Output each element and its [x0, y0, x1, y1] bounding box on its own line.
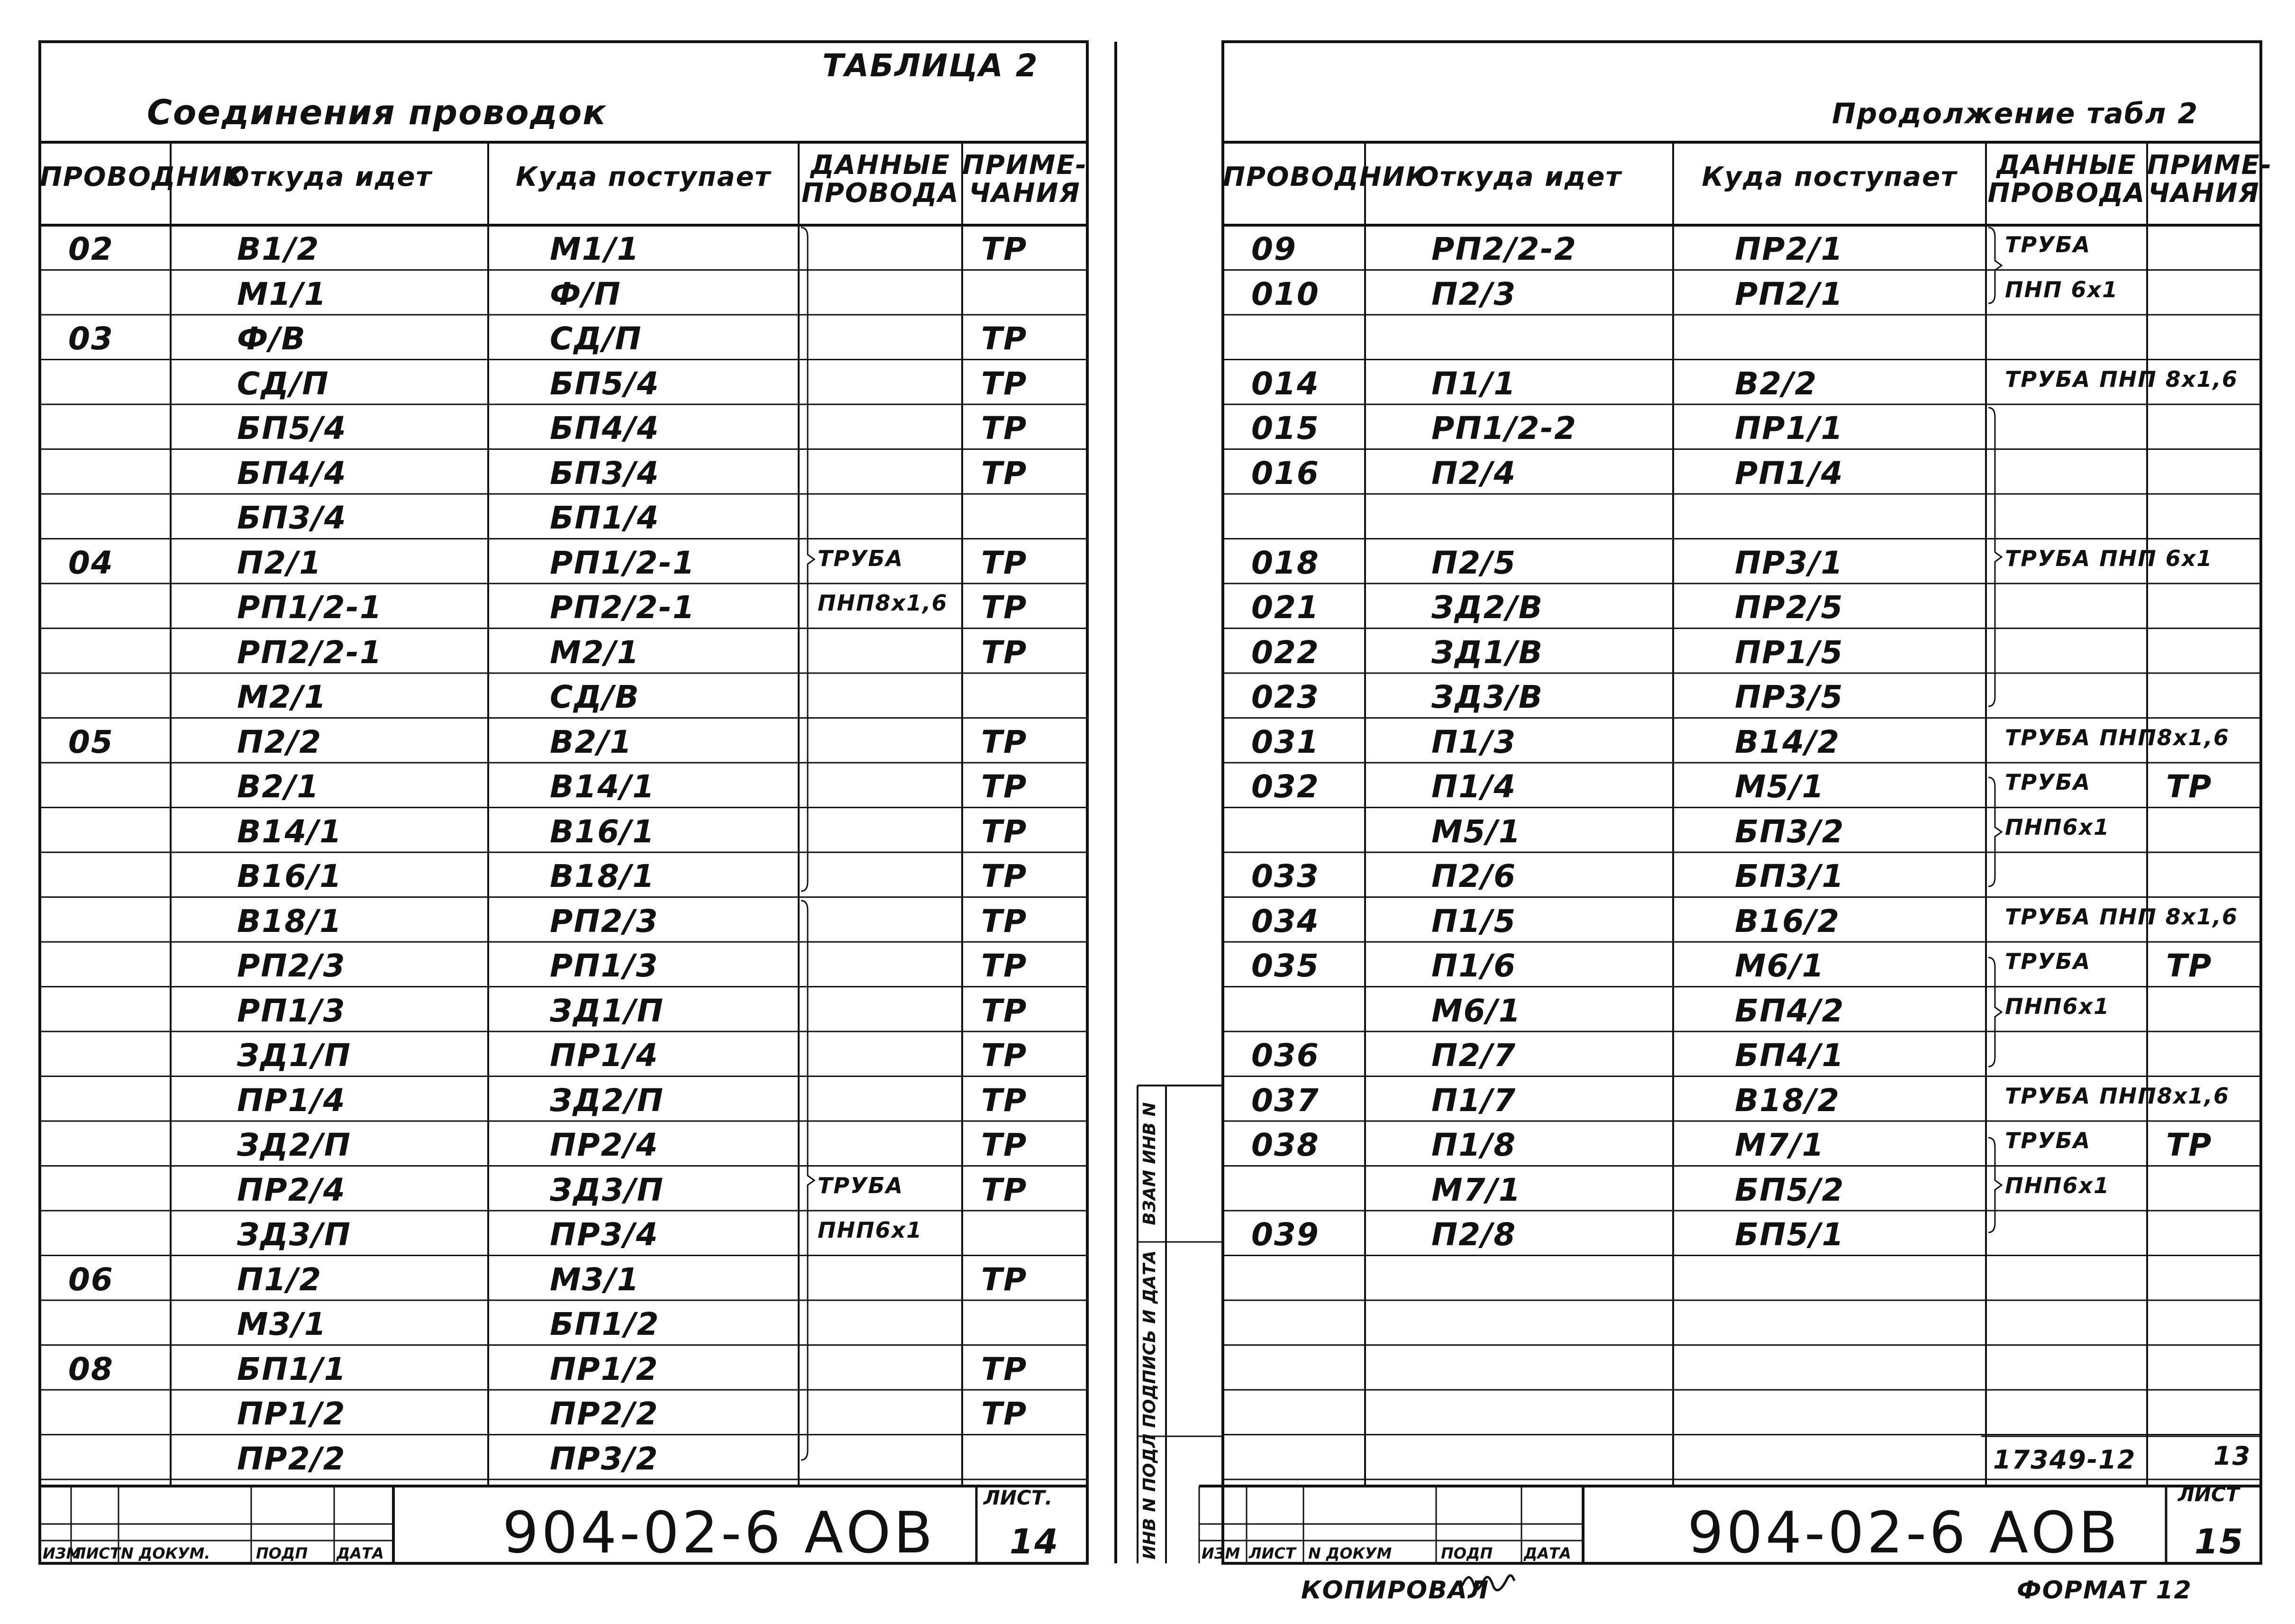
- stamp-col-4: ДАТА: [337, 1544, 384, 1562]
- header-4: ПРИМЕ- ЧАНИЯ: [2147, 150, 2272, 209]
- wire-data-cell: ТРУБА ПНП8х1,6: [2005, 1083, 2230, 1109]
- from-cell: ЗД1/В: [1431, 634, 1544, 671]
- to-cell: БП3/2: [1735, 813, 1845, 850]
- from-cell: ЗД1/П: [237, 1037, 351, 1074]
- wire-data-cell: ПНП6х1: [818, 1217, 923, 1243]
- from-cell: БП5/4: [237, 410, 347, 447]
- conductor-cell: 010: [1251, 275, 1320, 312]
- note-cell: ТР: [981, 723, 1028, 760]
- wire-data-cell: ТРУБА ПНП 6х1: [2005, 545, 2213, 571]
- copier-signature: [1457, 1564, 1533, 1602]
- to-cell: РП2/2-1: [550, 589, 695, 626]
- note-cell: ТР: [981, 1350, 1028, 1387]
- format-label: ФОРМАТ 12: [2017, 1576, 2192, 1605]
- header-1: Откуда идет: [1416, 162, 1622, 192]
- to-cell: ПР1/2: [550, 1350, 659, 1387]
- from-cell: П1/4: [1431, 768, 1517, 805]
- to-cell: B14/1: [550, 768, 656, 805]
- header-1: Откуда идет: [227, 162, 432, 192]
- stamp-col-3: ПОДП: [256, 1544, 308, 1562]
- to-cell: РП1/2-1: [550, 544, 695, 581]
- stamp-col-r-3: ПОДП: [1441, 1544, 1493, 1562]
- to-cell: M1/1: [550, 231, 640, 267]
- conductor-cell: 023: [1251, 679, 1320, 715]
- note-cell: ТР: [981, 903, 1028, 940]
- stamp-col-r-2: N ДОКУМ: [1308, 1544, 1392, 1562]
- stamp-col-r-0: ИЗМ: [1202, 1544, 1240, 1562]
- header-2: Куда поступает: [515, 162, 772, 192]
- side-label-2: ВЗАМ ИНВ N: [1140, 1102, 1159, 1225]
- from-cell: ПР1/2: [237, 1396, 346, 1432]
- stamp-col-0: ИЗМ: [43, 1544, 82, 1562]
- conductor-cell: 021: [1251, 589, 1320, 626]
- to-cell: БП3/4: [550, 455, 660, 492]
- to-cell: БП5/2: [1735, 1171, 1845, 1208]
- from-cell: П2/1: [237, 544, 322, 581]
- sheet-number-right: 15: [2195, 1522, 2244, 1561]
- to-cell: БП4/2: [1735, 992, 1845, 1029]
- conductor-cell: 08: [68, 1350, 114, 1387]
- note-cell: ТР: [981, 455, 1028, 492]
- to-cell: ПР1/4: [550, 1037, 659, 1074]
- wire-data-cell: ПНП6х1: [2005, 993, 2110, 1019]
- from-cell: Ф/В: [237, 320, 306, 357]
- note-cell: ТР: [981, 410, 1028, 447]
- note-cell: ТР: [981, 1171, 1028, 1208]
- from-cell: B14/1: [237, 813, 343, 850]
- conductor-cell: 033: [1251, 858, 1320, 894]
- stamp-col-2: N ДОКУМ.: [121, 1544, 210, 1562]
- table-label: ТАБЛИЦА 2: [822, 47, 1038, 84]
- drawing-code-right: 904-02-6 АОВ: [1687, 1500, 2121, 1566]
- to-cell: B2/1: [550, 723, 633, 760]
- conductor-cell: 04: [68, 544, 114, 581]
- conductor-cell: 035: [1251, 948, 1320, 984]
- to-cell: РП1/4: [1735, 455, 1844, 492]
- to-cell: ЗД2/П: [550, 1082, 664, 1119]
- note-cell: ТР: [981, 544, 1028, 581]
- from-cell: БП3/4: [237, 500, 347, 536]
- from-cell: БП1/1: [237, 1350, 347, 1387]
- from-cell: П2/5: [1431, 544, 1517, 581]
- conductor-cell: 018: [1251, 544, 1320, 581]
- note-cell: ТР: [981, 1396, 1028, 1432]
- to-cell: БП3/1: [1735, 858, 1845, 894]
- stamp-col-r-1: ЛИСТ: [1249, 1544, 1296, 1562]
- stamp-col-1: ЛИСТ: [73, 1544, 120, 1562]
- wire-data-cell: ТРУБА: [2005, 1128, 2091, 1153]
- note-cell: ТР: [981, 1261, 1028, 1298]
- conductor-cell: 03: [68, 320, 114, 357]
- from-cell: П2/6: [1431, 858, 1517, 894]
- conductor-cell: 034: [1251, 903, 1320, 940]
- conductor-cell: 032: [1251, 768, 1320, 805]
- to-cell: ПР2/2: [550, 1396, 659, 1432]
- note-cell: ТР: [2166, 948, 2213, 984]
- to-cell: M5/1: [1735, 768, 1825, 805]
- to-cell: ПР3/4: [550, 1216, 659, 1253]
- to-cell: ПР2/4: [550, 1127, 659, 1163]
- wire-data-cell: ПНП 6х1: [2005, 276, 2119, 302]
- from-cell: ПР1/4: [237, 1082, 346, 1119]
- wire-data-cell: ПНП6х1: [2005, 814, 2110, 840]
- from-cell: РП2/3: [237, 948, 346, 984]
- from-cell: M7/1: [1431, 1171, 1521, 1208]
- to-cell: ПР1/1: [1735, 410, 1844, 447]
- from-cell: П2/7: [1431, 1037, 1517, 1074]
- side-label-0: ИНВ N ПОДЛ: [1140, 1433, 1159, 1560]
- from-cell: БП4/4: [237, 455, 347, 492]
- to-cell: СД/П: [550, 320, 642, 357]
- header-2: Куда поступает: [1702, 162, 1958, 192]
- to-cell: БП1/4: [550, 500, 660, 536]
- conductor-cell: 031: [1251, 723, 1320, 760]
- wire-data-cell: ПНП6х1: [2005, 1172, 2110, 1198]
- note-cell: ТР: [981, 858, 1028, 894]
- to-cell: M6/1: [1735, 948, 1825, 984]
- from-cell: РП1/3: [237, 992, 346, 1029]
- from-cell: M1/1: [237, 275, 327, 312]
- from-cell: П1/6: [1431, 948, 1517, 984]
- note-cell: ТР: [981, 1082, 1028, 1119]
- conductor-cell: 05: [68, 723, 114, 760]
- from-cell: M3/1: [237, 1306, 327, 1342]
- to-cell: РП1/3: [550, 948, 659, 984]
- to-cell: БП4/4: [550, 410, 660, 447]
- note-cell: ТР: [981, 768, 1028, 805]
- note-cell: ТР: [981, 231, 1028, 267]
- from-cell: M5/1: [1431, 813, 1521, 850]
- drawing-code: 904-02-6 АОВ: [502, 1500, 936, 1566]
- wire-data-cell: ТРУБА ПНП 8х1,6: [2005, 366, 2238, 392]
- from-cell: РП2/2-2: [1431, 231, 1577, 267]
- to-cell: Ф/П: [550, 275, 621, 312]
- to-cell: B16/2: [1735, 903, 1840, 940]
- from-cell: M6/1: [1431, 992, 1521, 1029]
- to-cell: ЗД3/П: [550, 1171, 664, 1208]
- note-cell: ТР: [981, 589, 1028, 626]
- note-cell: ТР: [2166, 768, 2213, 805]
- reference-number: 17349-12: [1993, 1445, 2136, 1475]
- from-cell: B2/1: [237, 768, 320, 805]
- note-cell: ТР: [981, 992, 1028, 1029]
- from-cell: B1/2: [237, 231, 320, 267]
- conductor-cell: 037: [1251, 1082, 1320, 1119]
- conductor-cell: 02: [68, 231, 114, 267]
- to-cell: ПР3/1: [1735, 544, 1844, 581]
- to-cell: РП2/3: [550, 903, 659, 940]
- from-cell: ЗД2/В: [1431, 589, 1544, 626]
- to-cell: БП4/1: [1735, 1037, 1845, 1074]
- to-cell: ПР3/2: [550, 1440, 659, 1477]
- from-cell: ЗД3/П: [237, 1216, 351, 1253]
- sheet-label: ЛИСТ.: [984, 1486, 1053, 1509]
- from-cell: П2/4: [1431, 455, 1517, 492]
- to-cell: B14/2: [1735, 723, 1840, 760]
- from-cell: П2/3: [1431, 275, 1517, 312]
- from-cell: M2/1: [237, 679, 327, 715]
- wire-data-cell: ТРУБА ПНП 8х1,6: [2005, 903, 2238, 930]
- to-cell: РП2/1: [1735, 275, 1844, 312]
- conductor-cell: 06: [68, 1261, 114, 1298]
- note-cell: ТР: [981, 320, 1028, 357]
- to-cell: СД/В: [550, 679, 640, 715]
- from-cell: РП1/2-2: [1431, 410, 1577, 447]
- from-cell: П2/2: [237, 723, 322, 760]
- conductor-cell: 039: [1251, 1216, 1320, 1253]
- to-cell: ПР1/5: [1735, 634, 1844, 671]
- from-cell: П1/2: [237, 1261, 322, 1298]
- header-3: ДАННЫЕ ПРОВОДА: [801, 150, 960, 209]
- from-cell: П1/7: [1431, 1082, 1517, 1119]
- to-cell: B18/1: [550, 858, 656, 894]
- to-cell: M7/1: [1735, 1127, 1825, 1163]
- conductor-cell: 016: [1251, 455, 1320, 492]
- from-cell: РП2/2-1: [237, 634, 382, 671]
- to-cell: M3/1: [550, 1261, 640, 1298]
- wire-data-cell: ТРУБА ПНП8х1,6: [2005, 724, 2230, 750]
- header-4: ПРИМЕ- ЧАНИЯ: [962, 150, 1087, 209]
- from-cell: П1/3: [1431, 723, 1517, 760]
- to-cell: ПР2/5: [1735, 589, 1844, 626]
- from-cell: ПР2/4: [237, 1171, 346, 1208]
- from-cell: П1/1: [1431, 365, 1517, 402]
- wire-data-cell: ТРУБА: [818, 545, 904, 571]
- note-cell: ТР: [981, 634, 1028, 671]
- to-cell: БП5/4: [550, 365, 660, 402]
- from-cell: П1/8: [1431, 1127, 1517, 1163]
- from-cell: B18/1: [237, 903, 343, 940]
- to-cell: ЗД1/П: [550, 992, 664, 1029]
- from-cell: B16/1: [237, 858, 343, 894]
- note-cell: ТР: [981, 948, 1028, 984]
- from-cell: ЗД2/П: [237, 1127, 351, 1163]
- from-cell: П1/5: [1431, 903, 1517, 940]
- sheet-label-right: ЛИСТ: [2178, 1483, 2240, 1506]
- note-cell: ТР: [2166, 1127, 2213, 1163]
- copied-by-label: КОПИРОВАЛ: [1301, 1576, 1490, 1605]
- from-cell: ЗД3/В: [1431, 679, 1544, 715]
- from-cell: ПР2/2: [237, 1440, 346, 1477]
- wire-data-cell: ТРУБА: [2005, 949, 2091, 974]
- note-cell: ТР: [981, 365, 1028, 402]
- to-cell: M2/1: [550, 634, 640, 671]
- to-cell: B18/2: [1735, 1082, 1840, 1119]
- conductor-cell: 014: [1251, 365, 1320, 402]
- to-cell: ПР2/1: [1735, 231, 1844, 267]
- note-cell: ТР: [981, 1127, 1028, 1163]
- from-cell: РП1/2-1: [237, 589, 382, 626]
- conductor-cell: 036: [1251, 1037, 1320, 1074]
- conductor-cell: 015: [1251, 410, 1320, 447]
- reference-page: 13: [2213, 1441, 2251, 1471]
- wire-data-cell: ПНП8х1,6: [818, 590, 948, 616]
- table-title: Соединения проводок: [147, 92, 607, 132]
- continuation-title: Продолжение табл 2: [1832, 97, 2199, 130]
- header-0: ПРОВОДНИК: [40, 162, 246, 192]
- to-cell: ПР3/5: [1735, 679, 1844, 715]
- side-label-1: ПОДПИСЬ И ДАТА: [1140, 1250, 1159, 1428]
- conductor-cell: 022: [1251, 634, 1320, 671]
- to-cell: B2/2: [1735, 365, 1818, 402]
- from-cell: П2/8: [1431, 1216, 1517, 1253]
- wire-data-cell: ТРУБА: [2005, 232, 2091, 257]
- to-cell: БП5/1: [1735, 1216, 1845, 1253]
- note-cell: ТР: [981, 813, 1028, 850]
- to-cell: БП1/2: [550, 1306, 660, 1342]
- conductor-cell: 09: [1251, 231, 1297, 267]
- wire-data-cell: ТРУБА: [2005, 769, 2091, 795]
- to-cell: B16/1: [550, 813, 656, 850]
- stamp-col-r-4: ДАТА: [1524, 1544, 1571, 1562]
- note-cell: ТР: [981, 1037, 1028, 1074]
- wire-data-cell: ТРУБА: [818, 1172, 904, 1198]
- from-cell: СД/П: [237, 365, 329, 402]
- header-0: ПРОВОДНИК: [1223, 162, 1429, 192]
- sheet-number: 14: [1010, 1522, 1059, 1561]
- header-3: ДАННЫЕ ПРОВОДА: [1987, 150, 2146, 209]
- conductor-cell: 038: [1251, 1127, 1320, 1163]
